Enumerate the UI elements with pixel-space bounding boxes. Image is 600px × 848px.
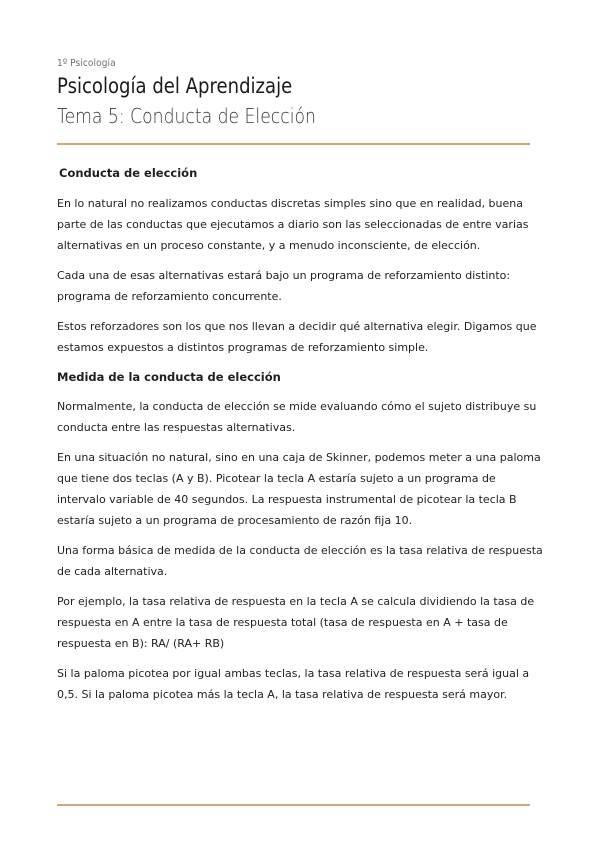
- paragraph: En una situación no natural, sino en una caja de Skinner, podemos meter a una paloma que tiene dos teclas (A y B). Picotear la tecla A estaría sujeto a un programa de intervalo variable de 40 segundos. La respuesta instrumental de picotear la tecla B estaría sujeto a un programa de procesamiento de razón fija 10.: [57, 451, 541, 527]
- page-subtitle: Tema 5: Conducta de Elección: [57, 104, 316, 128]
- document-body: [57, 163, 545, 714]
- header-divider: [57, 143, 530, 145]
- paragraph: Por ejemplo, la tasa relativa de respuesta en la tecla A se calcula dividiendo la tasa de respuesta en A entre la tasa de respuesta total (tasa de respuesta en A + tasa de respuesta en B): RA/ (RA+ RB): [57, 595, 535, 650]
- footer-divider: [57, 804, 530, 806]
- course-label: 1º Psicología: [57, 58, 116, 69]
- paragraph: Normalmente, la conducta de elección se mide evaluando cómo el sujeto distribuye su conducta entre las respuestas alternativas.: [57, 400, 537, 434]
- page-title: Psicología del Aprendizaje: [57, 74, 293, 98]
- section-heading: Conducta de elección: [59, 166, 198, 180]
- paragraph: Cada una de esas alternativas estará bajo un programa de reforzamiento distinto: programa de reforzamiento concurrente.: [57, 269, 511, 303]
- section-heading: Medida de la conducta de elección: [57, 370, 281, 384]
- paragraph: Si la paloma picotea por igual ambas teclas, la tasa relativa de respuesta será igual a 0,5. Si la paloma picotea más la tecla A, la tasa relativa de respuesta será mayor.: [57, 667, 530, 701]
- paragraph: Una forma básica de medida de la conducta de elección es la tasa relativa de respuesta de cada alternativa.: [57, 544, 543, 578]
- paragraph: En lo natural no realizamos conductas discretas simples sino que en realidad, buena parte de las conductas que ejecutamos a diario son las seleccionadas de entre varias alternativas en un proceso constante, y a menudo inconsciente, de elección.: [57, 197, 529, 252]
- paragraph: Estos reforzadores son los que nos llevan a decidir qué alternativa elegir. Digamos que estamos expuestos a distintos programas de reforzamiento simple.: [57, 320, 537, 354]
